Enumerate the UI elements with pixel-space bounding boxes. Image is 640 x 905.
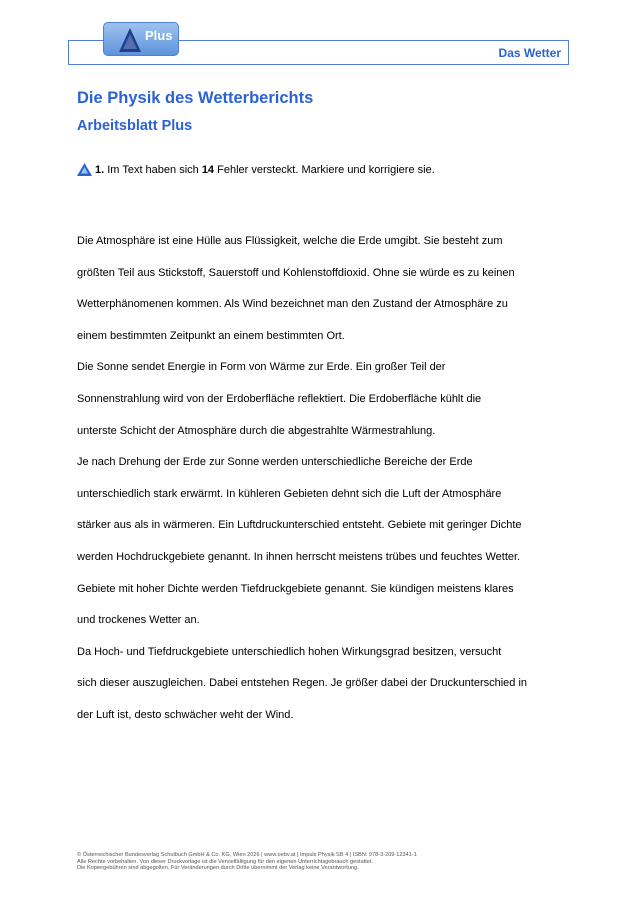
logo-text: Plus	[145, 28, 173, 43]
footer-line: Die Kopiergebühren sind abgegolten. Für Veränderungen durch Dritte übernimmt der Verlag keine Verantwortung.	[77, 865, 359, 872]
text-line: einem bestimmten Zeitpunkt an einem bestimmten Ort.	[77, 329, 345, 342]
task-text-after: Fehler versteckt. Markiere und korrigiere sie.	[214, 163, 435, 176]
page-subtitle: Arbeitsblatt Plus	[77, 118, 193, 134]
text-line: unterschiedlich stark erwärmt. In kühleren Gebieten dehnt sich die Luft der Atmosphäre	[77, 487, 502, 500]
text-line: Gebiete mit hoher Dichte werden Tiefdruckgebiete genannt. Sie kündigen meistens klares	[77, 582, 514, 595]
text-line: Je nach Drehung der Erde zur Sonne werden unterschiedliche Bereiche der Erde	[77, 456, 473, 469]
page-title: Die Physik des Wetterberichts	[77, 89, 314, 107]
task-text-before: Im Text haben sich	[104, 163, 202, 176]
task-number: 1.	[95, 163, 105, 176]
text-line: Die Sonne sendet Energie in Form von Wärme zur Erde. Ein großer Teil der	[77, 361, 446, 374]
text-line: Sonnenstrahlung wird von der Erdoberfläche reflektiert. Die Erdoberfläche kühlt die	[77, 392, 482, 405]
triangle-icon	[77, 163, 92, 176]
triangle-logo-icon	[118, 27, 142, 53]
text-line: Die Atmosphäre ist eine Hülle aus Flüssigkeit, welche die Erde umgibt. Sie besteht zum	[77, 235, 503, 247]
text-line: und trockenes Wetter an.	[77, 614, 200, 627]
section-title: Das Wetter	[498, 46, 561, 60]
text-line: Da Hoch- und Tiefdruckgebiete unterschiedlich hohen Wirkungsgrad besitzen, versucht	[77, 645, 502, 658]
text-line: stärker aus als in wärmeren. Ein Luftdruckunterschied entsteht. Gebiete mit geringer Dichte	[77, 519, 522, 532]
task-instruction	[77, 163, 435, 176]
footer-copyright	[77, 852, 417, 872]
exercise-text	[77, 226, 577, 732]
footer-line: Alle Rechte vorbehalten. Von dieser Druckvorlage ist die Vervielfältigung für den eigenen Unterrichtsgebrauch gestattet.	[77, 858, 374, 865]
task-error-count: 14	[201, 163, 215, 176]
text-line: der Luft ist, desto schwächer weht der Wind.	[77, 708, 294, 721]
text-line: Wetterphänomenen kommen. Als Wind bezeichnet man den Zustand der Atmosphäre zu	[77, 298, 508, 311]
text-line: unterste Schicht der Atmosphäre durch die abgestrahlte Wärmestrahlung.	[77, 424, 436, 437]
footer-line: © Österreichischer Bundesverlag Schulbuch GmbH & Co. KG, Wien 2026 | www.oebv.at | Impuls Physik SB 4 | ISBN: 978-3-209-12341-1	[77, 852, 417, 858]
plus-logo	[103, 22, 179, 56]
text-line: sich dieser auszugleichen. Dabei entstehen Regen. Je größer dabei der Druckunterschied in	[77, 677, 528, 690]
text-line: größten Teil aus Stickstoff, Sauerstoff und Kohlenstoffdioxid. Ohne sie würde es zu keinen	[77, 266, 515, 279]
text-line: werden Hochdruckgebiete genannt. In ihnen herrscht meistens trübes und feuchtes Wetter.	[77, 550, 521, 563]
